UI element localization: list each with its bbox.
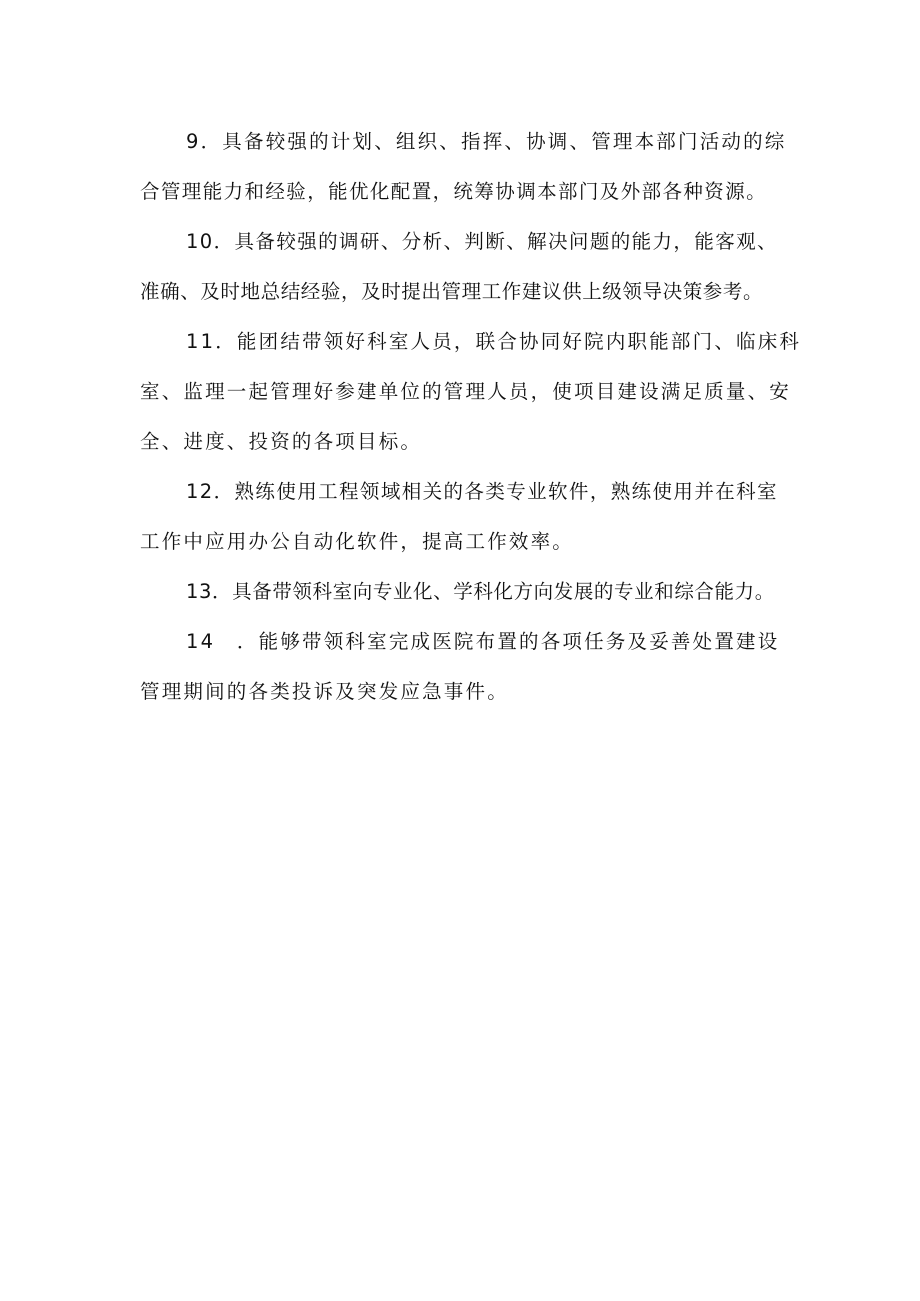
item-11-line-1: 11．能团结带领好科室人员，联合协同好院内职能部门、临床科 — [186, 330, 802, 353]
item-10-line-2: 准确、及时地总结经验，及时提出管理工作建议供上级领导决策参考。 — [140, 280, 764, 303]
item-11-line-2: 室、监理一起管理好参建单位的管理人员，使项目建设满足质量、安 — [140, 380, 792, 403]
item-11-line-3: 全、进度、投资的各项目标。 — [140, 430, 423, 453]
item-9-line-1: 9．具备较强的计划、组织、指挥、协调、管理本部门活动的综 — [186, 130, 787, 153]
item-14-line-1: 14 ．能够带领科室完成医院布置的各项任务及妥善处置建设 — [186, 630, 780, 653]
item-9-line-2: 合管理能力和经验，能优化配置，统筹协调本部门及外部各种资源。 — [140, 180, 768, 203]
item-12-line-2: 工作中应用办公自动化软件，提高工作效率。 — [140, 530, 575, 553]
item-10-line-1: 10．具备较强的调研、分析、判断、解决问题的能力，能客观、 — [186, 230, 778, 253]
item-13-line-1: 13．具备带领科室向专业化、学科化方向发展的专业和综合能力。 — [186, 580, 775, 603]
item-12-line-1: 12．熟练使用工程领域相关的各类专业软件，熟练使用并在科室 — [186, 480, 778, 503]
item-14-line-2: 管理期间的各类投诉及突发应急事件。 — [140, 680, 509, 703]
